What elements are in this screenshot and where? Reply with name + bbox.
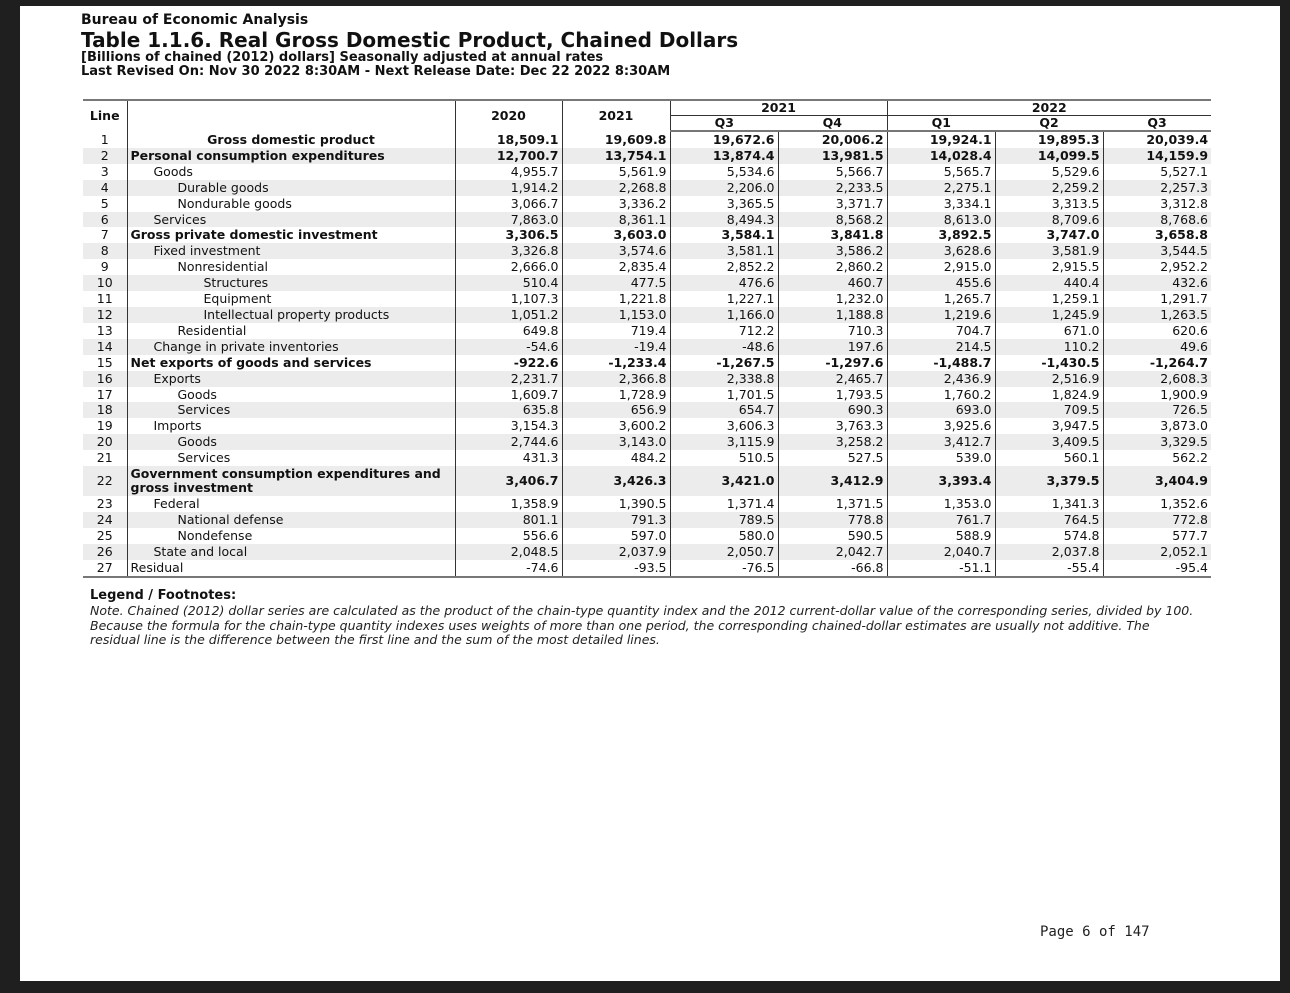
cell-2022-q2: 110.2: [995, 339, 1103, 355]
cell-2021-q4: 1,188.8: [778, 307, 887, 323]
revision-info: Last Revised On: Nov 30 2022 8:30AM - Next Release Date: Dec 22 2022 8:30AM: [81, 64, 671, 79]
cell-2021-q3: 789.5: [670, 512, 778, 528]
cell-2022-q1: 588.9: [887, 528, 995, 544]
cell-2022-q3: 5,527.1: [1103, 164, 1211, 180]
cell-2021-q4: 8,568.2: [778, 212, 887, 228]
cell-2022-q3: 3,329.5: [1103, 434, 1211, 450]
cell-2021: 719.4: [562, 323, 670, 339]
row-label: Federal: [127, 496, 455, 512]
cell-2020: 3,154.3: [455, 418, 562, 434]
row-label: Fixed investment: [127, 243, 455, 259]
cell-2021-q4: 3,841.8: [778, 227, 887, 243]
line-number: 17: [96, 386, 113, 402]
cell-2022-q3: 20,039.4: [1103, 131, 1211, 148]
cell-2021-q3: 1,227.1: [670, 291, 778, 307]
cell-2021: 791.3: [562, 512, 670, 528]
cell-2022-q1: 3,628.6: [887, 243, 995, 259]
cell-2022-q3: 1,352.6: [1103, 496, 1211, 512]
table-row: [83, 339, 1211, 355]
cell-2020: 1,051.2: [455, 307, 562, 323]
cell-2022-q1: 8,613.0: [887, 212, 995, 228]
cell-2021-q3: 3,606.3: [670, 418, 778, 434]
cell-2022-q2: 3,379.5: [995, 466, 1103, 496]
table-row: [83, 496, 1211, 512]
cell-2021-q3: 3,365.5: [670, 196, 778, 212]
cell-2020: 1,914.2: [455, 180, 562, 196]
cell-2021-q3: 1,701.5: [670, 387, 778, 403]
cell-2022-q2: 2,516.9: [995, 371, 1103, 387]
line-number: 14: [83, 339, 127, 355]
cell-2021-q4: 2,860.2: [778, 259, 887, 275]
cell-2020: 649.8: [455, 323, 562, 339]
table-row: [83, 434, 1211, 450]
table-row: [83, 402, 1211, 418]
cell-2021-q4: -1,297.6: [778, 355, 887, 371]
cell-2021: 13,754.1: [562, 148, 670, 164]
cell-2022-q2: 5,529.6: [995, 164, 1103, 180]
cell-2022-q3: 772.8: [1103, 512, 1211, 528]
line-number: 5: [100, 195, 109, 211]
table-header: [83, 100, 1211, 131]
cell-2022-q3: 3,873.0: [1103, 418, 1211, 434]
row-label: Nondurable goods: [127, 196, 455, 212]
cell-2021-q4: 3,371.7: [778, 196, 887, 212]
row-label: Equipment: [127, 291, 455, 307]
cell-2021: 3,603.0: [562, 227, 670, 243]
table-row: [83, 528, 1211, 544]
cell-2021: 1,221.8: [562, 291, 670, 307]
cell-2022-q1: 1,265.7: [887, 291, 995, 307]
cell-2022-q2: 2,259.2: [995, 180, 1103, 196]
cell-2022-q2: 3,409.5: [995, 434, 1103, 450]
row-label: Goods: [127, 387, 455, 403]
cell-2021: 3,426.3: [562, 466, 670, 496]
cell-2022-q2: 671.0: [995, 323, 1103, 339]
row-label: Services: [127, 450, 455, 466]
cell-2022-q1: 1,219.6: [887, 307, 995, 323]
cell-2021: 597.0: [562, 528, 670, 544]
cell-2022-q3: 2,952.2: [1103, 259, 1211, 275]
cell-2021-q4: 460.7: [778, 275, 887, 291]
row-label: Personal consumption expenditures: [127, 148, 455, 164]
cell-2022-q2: 560.1: [995, 450, 1103, 466]
cell-2021-q4: 690.3: [778, 402, 887, 418]
row-label: Intellectual property products: [127, 307, 455, 323]
cell-2022-q3: 3,658.8: [1103, 227, 1211, 243]
cell-2021-q4: 13,981.5: [778, 148, 887, 164]
table-row: [83, 275, 1211, 291]
cell-2021-q4: 3,586.2: [778, 243, 887, 259]
cell-2021-q4: 5,566.7: [778, 164, 887, 180]
group-2022-header: 2022: [887, 100, 1211, 116]
table-row: [83, 164, 1211, 180]
units-note: [Billions of chained (2012) dollars] Seasonally adjusted at annual rates: [81, 50, 604, 65]
line-number: 25: [96, 527, 113, 543]
cell-2022-q1: 1,760.2: [887, 387, 995, 403]
cell-2021: 5,561.9: [562, 164, 670, 180]
table-body: [83, 131, 1211, 577]
cell-2021-q3: 3,581.1: [670, 243, 778, 259]
cell-2022-q2: 764.5: [995, 512, 1103, 528]
cell-2021: 2,366.8: [562, 371, 670, 387]
row-label: Gross private domestic investment: [127, 227, 455, 243]
cell-2022-q2: 1,824.9: [995, 387, 1103, 403]
description-header: [127, 100, 455, 131]
row-label: Structures: [127, 275, 455, 291]
table-row: [83, 307, 1211, 323]
line-number: 12: [83, 307, 127, 323]
gdp-table: [83, 99, 1211, 578]
col-2020-header: 2020: [455, 100, 562, 131]
line-number: 26: [83, 544, 127, 560]
cell-2021-q4: -66.8: [778, 560, 887, 577]
cell-2022-q1: 3,393.4: [887, 466, 995, 496]
cell-2022-q2: 574.8: [995, 528, 1103, 544]
page-number: Page 6 of 147: [1040, 924, 1150, 940]
cell-2022-q3: 3,312.8: [1103, 196, 1211, 212]
table-row: [83, 560, 1211, 577]
cell-2021: 3,336.2: [562, 196, 670, 212]
row-label: Goods: [127, 434, 455, 450]
cell-2021-q4: 2,233.5: [778, 180, 887, 196]
cell-2022-q3: 3,544.5: [1103, 243, 1211, 259]
row-label: Imports: [127, 418, 455, 434]
cell-2022-q1: 539.0: [887, 450, 995, 466]
line-number: 10: [83, 275, 127, 291]
table-row: [83, 148, 1211, 164]
cell-2022-q1: 3,925.6: [887, 418, 995, 434]
cell-2022-q1: -51.1: [887, 560, 995, 577]
row-label: Residential: [127, 323, 455, 339]
cell-2021-q3: -48.6: [670, 339, 778, 355]
q1-2022-header: Q1: [887, 116, 995, 132]
table-row: [83, 212, 1211, 228]
line-number: 27: [83, 560, 127, 577]
line-number: 19: [96, 418, 113, 434]
table-row: [83, 131, 1211, 148]
cell-2021-q4: 1,232.0: [778, 291, 887, 307]
cell-2022-q1: 214.5: [887, 339, 995, 355]
cell-2021: 2,037.9: [562, 544, 670, 560]
table-row: [83, 243, 1211, 259]
cell-2022-q2: 2,915.5: [995, 259, 1103, 275]
cell-2022-q2: 3,947.5: [995, 418, 1103, 434]
cell-2021-q3: 8,494.3: [670, 212, 778, 228]
cell-2020: 431.3: [455, 450, 562, 466]
cell-2021-q3: 476.6: [670, 275, 778, 291]
group-2021-header: 2021: [670, 100, 887, 116]
cell-2021: 484.2: [562, 450, 670, 466]
cell-2021: 2,268.8: [562, 180, 670, 196]
cell-2020: 1,609.7: [455, 387, 562, 403]
row-label: Services: [127, 212, 455, 228]
cell-2021-q4: 590.5: [778, 528, 887, 544]
cell-2022-q3: -95.4: [1103, 560, 1211, 577]
cell-2021-q4: 527.5: [778, 450, 887, 466]
document-page: [20, 6, 1280, 981]
cell-2022-q1: 2,275.1: [887, 180, 995, 196]
line-number: 7: [100, 227, 109, 243]
cell-2022-q1: 19,924.1: [887, 131, 995, 148]
cell-2022-q3: 432.6: [1103, 275, 1211, 291]
cell-2022-q2: 19,895.3: [995, 131, 1103, 148]
table-row: [83, 512, 1211, 528]
cell-2021-q3: 2,206.0: [670, 180, 778, 196]
line-number: 6: [83, 212, 127, 228]
line-number: 11: [96, 291, 113, 307]
cell-2021-q3: 712.2: [670, 323, 778, 339]
line-number: 2: [83, 148, 127, 164]
row-label: Durable goods: [127, 180, 455, 196]
cell-2021-q3: 13,874.4: [670, 148, 778, 164]
cell-2021-q3: 580.0: [670, 528, 778, 544]
cell-2022-q2: 2,037.8: [995, 544, 1103, 560]
cell-2021-q3: 1,371.4: [670, 496, 778, 512]
cell-2020: 556.6: [455, 528, 562, 544]
cell-2021: 3,600.2: [562, 418, 670, 434]
cell-2021: -93.5: [562, 560, 670, 577]
table-row: [83, 180, 1211, 196]
cell-2022-q1: 3,412.7: [887, 434, 995, 450]
cell-2020: 1,107.3: [455, 291, 562, 307]
cell-2021-q4: 2,042.7: [778, 544, 887, 560]
q3-2022-header: Q3: [1103, 116, 1211, 132]
cell-2022-q2: 709.5: [995, 402, 1103, 418]
cell-2021: 3,574.6: [562, 243, 670, 259]
cell-2020: 635.8: [455, 402, 562, 418]
cell-2020: 801.1: [455, 512, 562, 528]
cell-2020: 12,700.7: [455, 148, 562, 164]
row-label: National defense: [127, 512, 455, 528]
cell-2022-q3: 8,768.6: [1103, 212, 1211, 228]
row-label: Nonresidential: [127, 259, 455, 275]
cell-2021-q4: 710.3: [778, 323, 887, 339]
line-number: 18: [83, 402, 127, 418]
cell-2021: 1,153.0: [562, 307, 670, 323]
line-header: Line: [83, 100, 127, 131]
line-number: 22: [83, 466, 127, 496]
cell-2022-q1: 693.0: [887, 402, 995, 418]
agency-name: Bureau of Economic Analysis: [81, 12, 309, 28]
cell-2022-q3: 2,257.3: [1103, 180, 1211, 196]
cell-2022-q1: -1,488.7: [887, 355, 995, 371]
table-row: [83, 291, 1211, 307]
row-label: Gross domestic product: [127, 131, 455, 148]
cell-2020: -922.6: [455, 355, 562, 371]
cell-2022-q1: 2,040.7: [887, 544, 995, 560]
cell-2021-q3: 5,534.6: [670, 164, 778, 180]
cell-2021-q4: 197.6: [778, 339, 887, 355]
cell-2021: -19.4: [562, 339, 670, 355]
cell-2022-q2: 1,245.9: [995, 307, 1103, 323]
table-row: [83, 418, 1211, 434]
table-row: [83, 323, 1211, 339]
cell-2022-q2: -55.4: [995, 560, 1103, 577]
cell-2020: 3,066.7: [455, 196, 562, 212]
cell-2021-q3: 3,584.1: [670, 227, 778, 243]
cell-2022-q2: 440.4: [995, 275, 1103, 291]
cell-2021-q4: 20,006.2: [778, 131, 887, 148]
cell-2022-q3: 3,404.9: [1103, 466, 1211, 496]
row-label: State and local: [127, 544, 455, 560]
cell-2021: -1,233.4: [562, 355, 670, 371]
cell-2020: 3,306.5: [455, 227, 562, 243]
report-header: [81, 12, 738, 79]
cell-2021-q3: 2,852.2: [670, 259, 778, 275]
cell-2022-q2: -1,430.5: [995, 355, 1103, 371]
table-row: [83, 196, 1211, 212]
line-number: 24: [83, 512, 127, 528]
cell-2021-q4: 778.8: [778, 512, 887, 528]
q4-2021-header: Q4: [778, 116, 887, 132]
table-row: [83, 544, 1211, 560]
cell-2022-q3: 49.6: [1103, 339, 1211, 355]
cell-2021-q4: 1,793.5: [778, 387, 887, 403]
cell-2022-q2: 8,709.6: [995, 212, 1103, 228]
col-2021-header: 2021: [562, 100, 670, 131]
cell-2022-q2: 1,259.1: [995, 291, 1103, 307]
row-label: Exports: [127, 371, 455, 387]
cell-2021: 477.5: [562, 275, 670, 291]
cell-2022-q3: 2,052.1: [1103, 544, 1211, 560]
cell-2020: 2,231.7: [455, 371, 562, 387]
line-number: 13: [96, 322, 113, 338]
cell-2022-q3: 2,608.3: [1103, 371, 1211, 387]
cell-2021-q3: 510.5: [670, 450, 778, 466]
cell-2022-q3: 726.5: [1103, 402, 1211, 418]
cell-2021-q4: 3,412.9: [778, 466, 887, 496]
row-label: Change in private inventories: [127, 339, 455, 355]
table-row: [83, 355, 1211, 371]
row-label: Services: [127, 402, 455, 418]
cell-2020: 2,048.5: [455, 544, 562, 560]
cell-2022-q3: 562.2: [1103, 450, 1211, 466]
cell-2020: 4,955.7: [455, 164, 562, 180]
cell-2022-q3: 620.6: [1103, 323, 1211, 339]
cell-2022-q3: 1,900.9: [1103, 387, 1211, 403]
cell-2021: 656.9: [562, 402, 670, 418]
cell-2021-q4: 3,258.2: [778, 434, 887, 450]
cell-2020: 2,744.6: [455, 434, 562, 450]
cell-2022-q3: 1,263.5: [1103, 307, 1211, 323]
cell-2021-q3: -1,267.5: [670, 355, 778, 371]
cell-2021: 3,143.0: [562, 434, 670, 450]
cell-2021: 1,728.9: [562, 387, 670, 403]
table-row: [83, 371, 1211, 387]
cell-2022-q1: 5,565.7: [887, 164, 995, 180]
row-label: Goods: [127, 164, 455, 180]
cell-2022-q1: 761.7: [887, 512, 995, 528]
cell-2021: 2,835.4: [562, 259, 670, 275]
table-row: [83, 227, 1211, 243]
cell-2022-q1: 2,436.9: [887, 371, 995, 387]
page-title: Table 1.1.6. Real Gross Domestic Product, Chained Dollars: [81, 28, 739, 52]
cell-2022-q2: 3,581.9: [995, 243, 1103, 259]
row-label: Nondefense: [127, 528, 455, 544]
cell-2022-q2: 1,341.3: [995, 496, 1103, 512]
cell-2022-q3: 1,291.7: [1103, 291, 1211, 307]
cell-2021-q4: 2,465.7: [778, 371, 887, 387]
cell-2022-q1: 3,892.5: [887, 227, 995, 243]
cell-2021-q3: 2,050.7: [670, 544, 778, 560]
cell-2020: -54.6: [455, 339, 562, 355]
cell-2020: 3,326.8: [455, 243, 562, 259]
cell-2021-q4: 1,371.5: [778, 496, 887, 512]
cell-2021-q4: 3,763.3: [778, 418, 887, 434]
cell-2020: 3,406.7: [455, 466, 562, 496]
q3-2021-header: Q3: [670, 116, 778, 132]
line-number: 8: [83, 243, 127, 259]
table-row: [83, 387, 1211, 403]
cell-2022-q2: 14,099.5: [995, 148, 1103, 164]
cell-2020: 7,863.0: [455, 212, 562, 228]
cell-2022-q3: 577.7: [1103, 528, 1211, 544]
legend-note: Note. Chained (2012) dollar series are calculated as the product of the chain-type quantity index and the 2012 current-dollar value of the corresponding series, divided by 100. Because the formula for the chain-type quantity indexes uses weights of more than one period, the corresponding chained-dollar estimates are usually not additive. The residual line is the difference between the first line and the sum of the most detailed lines.: [90, 603, 1194, 647]
cell-2022-q1: 704.7: [887, 323, 995, 339]
table-row: [83, 259, 1211, 275]
table-row: [83, 466, 1211, 496]
q2-2022-header: Q2: [995, 116, 1103, 132]
cell-2021-q3: 2,338.8: [670, 371, 778, 387]
cell-2022-q1: 3,334.1: [887, 196, 995, 212]
line-number: 9: [100, 259, 109, 275]
cell-2022-q3: -1,264.7: [1103, 355, 1211, 371]
legend-footnotes: [90, 588, 1200, 648]
cell-2020: 2,666.0: [455, 259, 562, 275]
legend-title: Legend / Footnotes:: [90, 588, 237, 603]
cell-2022-q2: 3,313.5: [995, 196, 1103, 212]
cell-2021: 1,390.5: [562, 496, 670, 512]
cell-2021-q3: 19,672.6: [670, 131, 778, 148]
cell-2020: 18,509.1: [455, 131, 562, 148]
line-number: 20: [83, 434, 127, 450]
cell-2020: 510.4: [455, 275, 562, 291]
cell-2021: 8,361.1: [562, 212, 670, 228]
cell-2022-q1: 14,028.4: [887, 148, 995, 164]
cell-2021-q3: 654.7: [670, 402, 778, 418]
cell-2022-q1: 2,915.0: [887, 259, 995, 275]
line-number: 23: [96, 496, 113, 512]
cell-2022-q1: 1,353.0: [887, 496, 995, 512]
line-number: 15: [96, 354, 113, 370]
cell-2021-q3: -76.5: [670, 560, 778, 577]
row-label: Residual: [127, 560, 455, 577]
cell-2021-q3: 3,115.9: [670, 434, 778, 450]
cell-2022-q3: 14,159.9: [1103, 148, 1211, 164]
row-label: Government consumption expenditures and gross investment: [127, 466, 455, 496]
line-number: 4: [83, 180, 127, 196]
line-number: 21: [96, 450, 113, 466]
cell-2022-q2: 3,747.0: [995, 227, 1103, 243]
row-label: Net exports of goods and services: [127, 355, 455, 371]
line-number: 1: [100, 131, 109, 147]
cell-2020: 1,358.9: [455, 496, 562, 512]
cell-2021-q3: 3,421.0: [670, 466, 778, 496]
cell-2022-q1: 455.6: [887, 275, 995, 291]
cell-2021-q3: 1,166.0: [670, 307, 778, 323]
cell-2021: 19,609.8: [562, 131, 670, 148]
table-row: [83, 450, 1211, 466]
cell-2020: -74.6: [455, 560, 562, 577]
line-number: 3: [100, 163, 109, 179]
line-number: 16: [83, 371, 127, 387]
